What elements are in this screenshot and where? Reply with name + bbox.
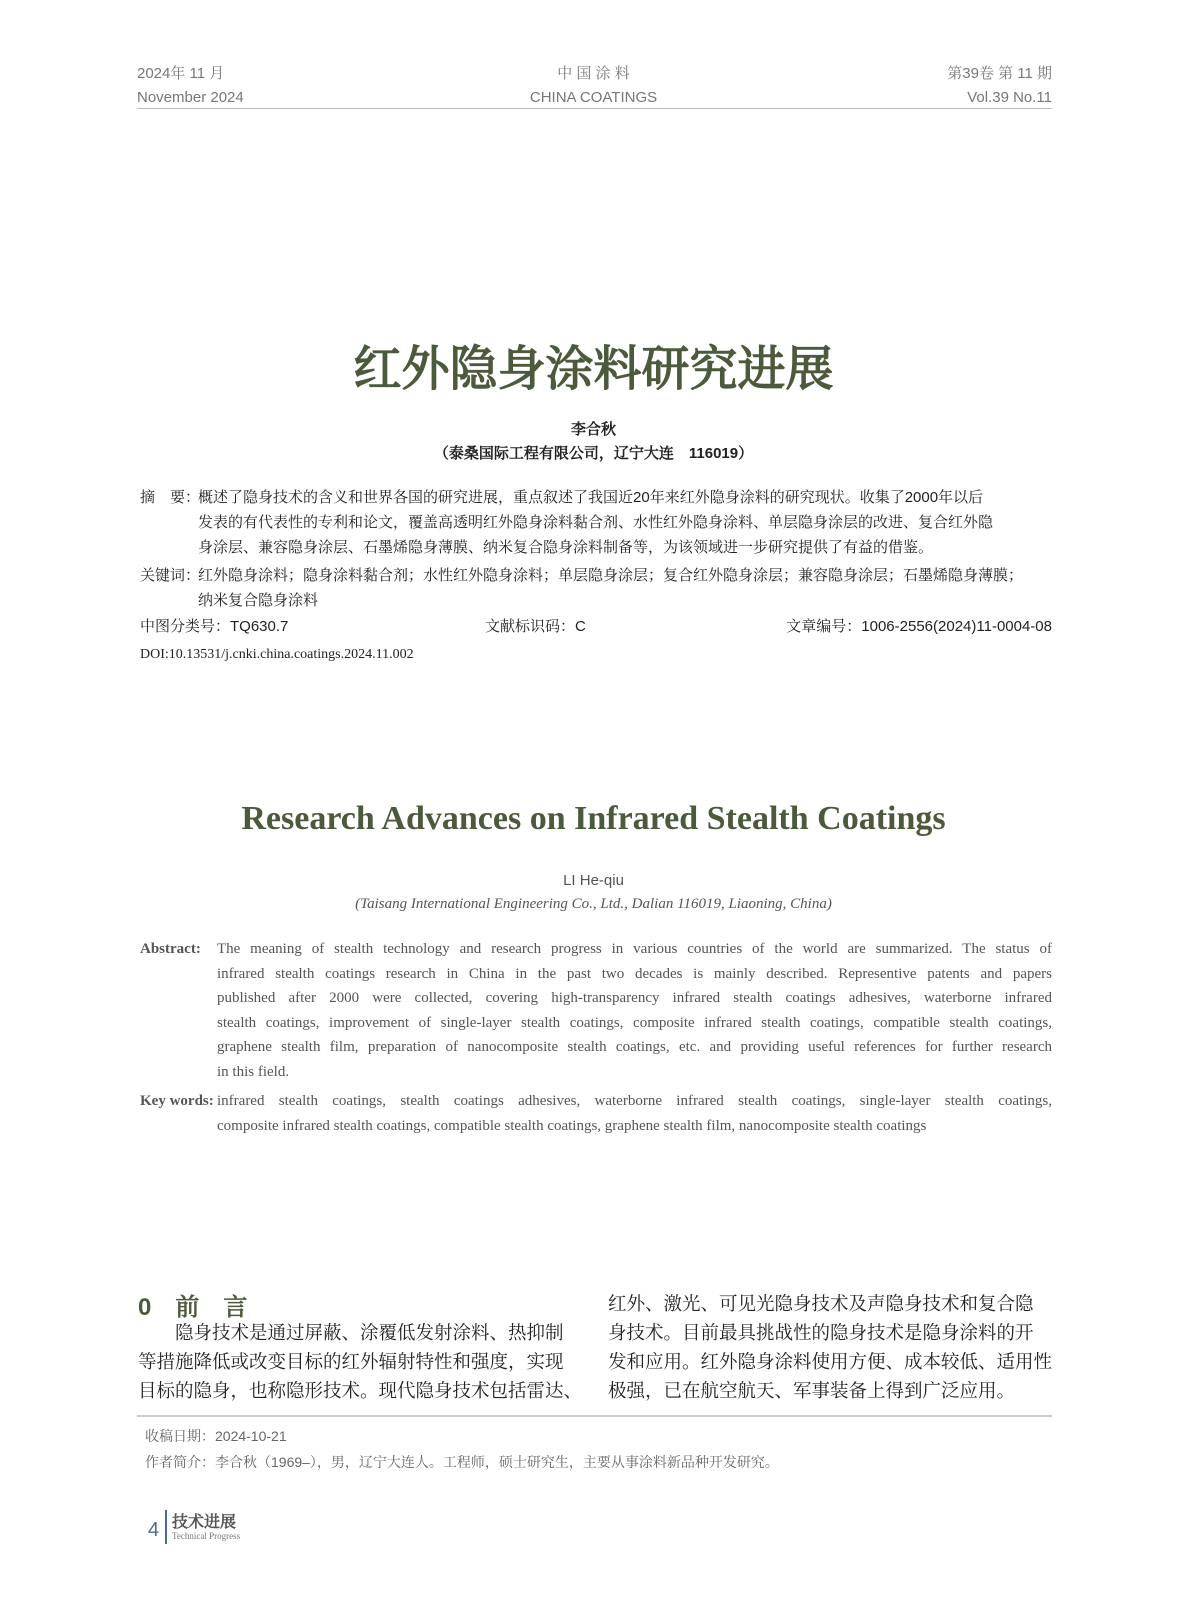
section-left-column xyxy=(138,1320,582,1407)
title-en: Research Advances on Infrared Stealth Coatings xyxy=(241,800,946,837)
author-bio: 作者简介：李合秋（1969–），男，辽宁大连人。工程师，硕士研究生，主要从事涂料新品种开发研究。 xyxy=(145,1454,779,1470)
column-name-en: Technical Progress xyxy=(172,1531,241,1541)
abstract-en-line: infrared stealth coatings research in China in the past two decades is mainly described. Representive patents and papers xyxy=(217,965,1052,982)
abstract-en-line: The meaning of stealth technology and research progress in various countries of the world are summarized. The status of xyxy=(217,941,1052,957)
doi: DOI:10.13531/j.cnki.china.coatings.2024.11.002 xyxy=(140,647,414,662)
keywords-cn-label: 关键词： xyxy=(140,567,201,584)
classification-number: 中图分类号：TQ630.7 xyxy=(140,618,289,635)
footer-bar xyxy=(165,1510,167,1544)
keywords-cn-line: 纳米复合隐身涂料 xyxy=(198,592,319,609)
column-name-cn: 技术进展 xyxy=(172,1514,237,1531)
keywords-en-body xyxy=(217,1089,1052,1138)
keywords-en-label: Key words: xyxy=(140,1093,214,1109)
abstract-en-label: Abstract: xyxy=(140,941,201,957)
footnote-rule xyxy=(137,1415,1052,1417)
affiliation-cn: （泰桑国际工程有限公司，辽宁大连 116019） xyxy=(433,445,754,462)
article-number: 文章编号：1006-2556(2024)11-0004-08 xyxy=(786,618,1052,635)
header-volume-en: Vol.39 No.11 xyxy=(967,89,1052,106)
author-cn: 李合秋 xyxy=(570,421,616,438)
abstract-cn-body xyxy=(198,485,993,560)
header-date-en: November 2024 xyxy=(137,89,244,106)
received-date: 收稿日期：2024-10-21 xyxy=(145,1428,287,1444)
body-line: 身技术。目前最具挑战性的隐身技术是隐身涂料的开 xyxy=(608,1324,1034,1344)
section-right-column xyxy=(608,1291,1052,1407)
abstract-en-body xyxy=(217,937,1052,1084)
body-line: 发和应用。红外隐身涂料使用方便、成本较低、适用性 xyxy=(608,1353,1053,1373)
author-en: LI He-qiu xyxy=(563,872,624,889)
abstract-cn-line: 发表的有代表性的专利和论文，覆盖高透明红外隐身涂料黏合剂、水性红外隐身涂料、单层隐身涂层的改进、复合红外隐 xyxy=(198,514,994,531)
body-line: 红外、激光、可见光隐身技术及声隐身技术和复合隐 xyxy=(608,1295,1034,1315)
keywords-cn-line: 红外隐身涂料；隐身涂料黏合剂；水性红外隐身涂料；单层隐身涂层；复合红外隐身涂层；兼容隐身涂层；石墨烯隐身薄膜； xyxy=(198,567,1024,584)
keywords-en-line: composite infrared stealth coatings, compatible stealth coatings, graphene stealth film, nanocomposite stealth coatings xyxy=(217,1117,927,1134)
abstract-cn-label: 摘 要： xyxy=(140,489,201,506)
journal-name-cn: 中 国 涂 料 xyxy=(557,65,630,82)
keywords-cn-body xyxy=(198,563,1023,613)
abstract-en-line: in this field. xyxy=(217,1063,290,1080)
document-code: 文献标识码：C xyxy=(485,618,586,635)
abstract-en-line: graphene stealth film, preparation of nanocomposite stealth coatings, etc. and providing useful references for further research xyxy=(217,1039,1052,1055)
abstract-cn-line: 身涂层、兼容隐身涂层、石墨烯隐身薄膜、纳米复合隐身涂料制备等，为该领域进一步研究提供了有益的借鉴。 xyxy=(198,539,934,556)
journal-name-en: CHINA COATINGS xyxy=(529,89,658,106)
header-volume-cn: 第39卷 第 11 期 xyxy=(947,65,1052,82)
keywords-en-line: infrared stealth coatings, stealth coatings adhesives, waterborne infrared stealth coatings, single-layer stealth coatings, xyxy=(217,1093,1052,1109)
body-line: 等措施降低或改变目标的红外辐射特性和强度，实现 xyxy=(138,1353,564,1373)
header-date-cn: 2024年 11 月 xyxy=(137,65,225,82)
body-line: 极强，已在航空航天、军事装备上得到广泛应用。 xyxy=(608,1382,1016,1402)
abstract-cn-line: 概述了隐身技术的含义和世界各国的研究进展，重点叙述了我国近20年来红外隐身涂料的研究现状。收集了2000年以后 xyxy=(198,489,984,506)
section-heading: 0 前 言 xyxy=(138,1294,248,1321)
affiliation-en: (Taisang International Engineering Co., Ltd., Dalian 116019, Liaoning, China) xyxy=(355,896,832,912)
body-line: 目标的隐身，也称隐形技术。现代隐身技术包括雷达、 xyxy=(138,1382,583,1402)
page-number: 4 xyxy=(148,1519,160,1541)
abstract-en-line: stealth coatings, improvement of single-layer stealth coatings, composite infrared stealth coatings, compatible stealth coatings, xyxy=(217,1014,1052,1031)
title-cn: 红外隐身涂料研究进展 xyxy=(353,343,834,396)
abstract-en-line: published after 2000 were collected, covering high-transparency infrared stealth coatings adhesives, waterborne infrared xyxy=(217,990,1052,1006)
body-line: 隐身技术是通过屏蔽、涂覆低发射涂料、热抑制 xyxy=(138,1324,564,1344)
header-rule xyxy=(137,108,1052,109)
